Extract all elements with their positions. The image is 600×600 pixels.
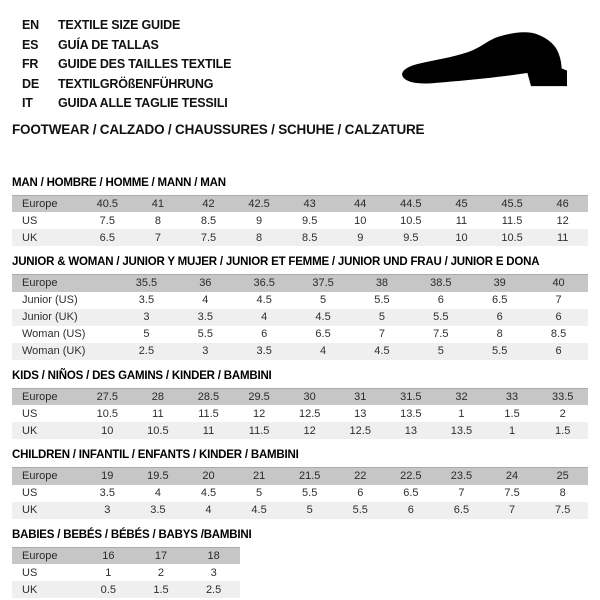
- size-cell: 12: [556, 214, 569, 227]
- size-cell: 13.5: [400, 407, 422, 420]
- size-cell: 1.5: [555, 424, 571, 437]
- size-cell: 17: [154, 549, 168, 562]
- size-cell: 11.5: [248, 424, 270, 437]
- size-cell: 45: [455, 197, 468, 210]
- size-cell: 7.5: [200, 231, 217, 244]
- size-cell: 4: [261, 311, 268, 323]
- size-cell: 12: [252, 407, 266, 420]
- size-cell: 11: [202, 424, 215, 437]
- size-cell: 20: [202, 470, 215, 483]
- size-cell: 7.5: [555, 504, 571, 516]
- row-label: Europe: [22, 277, 58, 290]
- table-row: [12, 422, 588, 439]
- size-cell: 3.5: [256, 345, 272, 357]
- size-cell: 0.5: [100, 583, 116, 596]
- size-cell: 3: [104, 504, 111, 516]
- size-cell: 6: [496, 311, 503, 323]
- size-cell: 46: [556, 197, 569, 210]
- size-cell: 33: [505, 390, 519, 403]
- size-cell: 44: [354, 197, 367, 210]
- size-table-kids: [12, 388, 588, 440]
- size-cell: 6.5: [99, 231, 115, 244]
- size-cell: 21.5: [298, 470, 321, 483]
- size-cell: 35.5: [135, 277, 158, 290]
- size-cell: 33.5: [551, 390, 574, 403]
- language-label: GUIDE DES TAILLES TEXTILE: [58, 57, 232, 71]
- size-cell: 4: [205, 504, 212, 516]
- size-cell: 38.5: [430, 277, 452, 290]
- size-cell: 3: [210, 566, 217, 579]
- size-cell: 4: [154, 487, 161, 499]
- size-cell: 43: [303, 197, 316, 210]
- table-row: [12, 564, 240, 581]
- size-cell: 28.5: [197, 390, 220, 403]
- size-cell: 6: [437, 294, 444, 306]
- size-cell: 27.5: [96, 390, 118, 403]
- size-cell: 11: [455, 214, 468, 227]
- row-label: Junior (UK): [22, 311, 78, 323]
- size-cell: 10: [101, 424, 114, 437]
- table-row: [12, 343, 588, 360]
- size-cell: 10.5: [96, 407, 118, 420]
- size-cell: 13: [354, 407, 367, 420]
- size-cell: 2: [157, 566, 165, 579]
- size-table-section-babies: [12, 529, 588, 599]
- size-table-section-junior-woman: [12, 256, 588, 360]
- size-cell: 8: [496, 328, 503, 340]
- size-cell: 6.5: [492, 294, 508, 306]
- size-cell: 4: [320, 345, 327, 357]
- size-cell: 6: [407, 504, 414, 516]
- table-row: [12, 581, 240, 598]
- size-table-title: KIDS / NIÑOS / DES GAMINS / KINDER / BAMBINI: [12, 369, 272, 382]
- category-header: FOOTWEAR / CALZADO / CHAUSSURES / SCHUHE / CALZATURE: [12, 121, 425, 137]
- size-cell: 6: [555, 311, 562, 323]
- size-table-junior-woman: [12, 274, 588, 360]
- size-cell: 6.5: [403, 487, 419, 499]
- size-cell: 10: [455, 231, 468, 244]
- size-cell: 45.5: [501, 197, 523, 210]
- size-cell: 8: [559, 487, 566, 499]
- size-cell: 38: [375, 277, 389, 290]
- size-table-section-man: [12, 177, 588, 247]
- size-cell: 12.5: [349, 424, 371, 437]
- size-cell: 13.5: [450, 424, 473, 437]
- language-code: IT: [22, 96, 33, 110]
- size-cell: 8.5: [550, 328, 567, 340]
- size-cell: 28: [151, 390, 165, 403]
- size-cell: 3.5: [99, 487, 115, 499]
- table-row: [12, 468, 588, 485]
- table-row: [12, 212, 588, 229]
- size-cell: 19.5: [147, 470, 169, 483]
- size-cell: 36.5: [253, 277, 275, 290]
- size-cell: 5: [256, 487, 263, 499]
- size-cell: 39: [493, 277, 506, 290]
- row-label: Woman (US): [22, 328, 86, 340]
- language-label: TEXTILGRÖßENFÜHRUNG: [58, 76, 214, 91]
- size-cell: 10: [354, 214, 367, 227]
- size-table-babies: [12, 547, 240, 599]
- table-row: [12, 309, 588, 326]
- size-table-title: JUNIOR & WOMAN / JUNIOR Y MUJER / JUNIOR ET FEMME / JUNIOR UND FRAU / JUNIOR E DONA: [12, 256, 540, 268]
- size-cell: 10.5: [501, 231, 523, 244]
- size-cell: 8: [256, 231, 263, 244]
- size-cell: 29.5: [248, 390, 270, 403]
- table-row: [12, 547, 240, 564]
- size-table-man: [12, 195, 588, 247]
- size-cell: 1: [458, 407, 465, 420]
- size-cell: 25: [556, 470, 569, 483]
- size-cell: 7.5: [433, 328, 449, 340]
- size-cell: 6.5: [453, 504, 470, 516]
- size-cell: 8.5: [200, 214, 217, 227]
- row-label: UK: [22, 231, 38, 244]
- size-cell: 2.5: [206, 583, 222, 596]
- language-label: GUIDA ALLE TAGLIE TESSILI: [58, 96, 228, 110]
- size-cell: 3.5: [197, 311, 213, 323]
- size-table-title: BABIES / BEBÉS / BÉBÉS / BABYS /BAMBINI: [12, 528, 252, 541]
- size-cell: 5.5: [197, 328, 213, 340]
- size-cell: 4.5: [200, 487, 217, 499]
- size-cell: 5: [437, 345, 444, 357]
- size-table-sections: [12, 177, 588, 599]
- size-cell: 5: [320, 294, 327, 306]
- size-cell: 3: [202, 345, 209, 357]
- size-cell: 7: [154, 231, 161, 244]
- size-cell: 2.5: [138, 345, 155, 357]
- size-cell: 7.5: [504, 487, 520, 499]
- size-cell: 40.5: [96, 197, 118, 210]
- size-cell: 5.5: [492, 345, 508, 357]
- size-cell: 19: [101, 470, 114, 483]
- size-cell: 12.5: [298, 407, 321, 420]
- size-cell: 5.5: [302, 487, 318, 499]
- size-cell: 3.5: [150, 504, 166, 516]
- size-cell: 6: [555, 345, 562, 357]
- size-table-title: MAN / HOMBRE / HOMME / MANN / MAN: [12, 176, 226, 189]
- language-code: EN: [22, 18, 39, 32]
- size-cell: 4.5: [251, 504, 267, 516]
- table-row: [12, 405, 588, 422]
- size-cell: 1.5: [504, 407, 520, 420]
- size-cell: 6: [261, 328, 268, 340]
- size-cell: 9.5: [302, 214, 318, 227]
- row-label: UK: [22, 583, 38, 596]
- row-label: Europe: [22, 390, 58, 403]
- size-cell: 5: [143, 328, 150, 340]
- language-code: FR: [22, 57, 39, 71]
- size-cell: 42.5: [248, 197, 270, 210]
- row-label: US: [22, 214, 38, 227]
- size-cell: 22: [354, 470, 367, 483]
- size-cell: 30: [303, 390, 316, 403]
- size-cell: 6.5: [315, 328, 331, 340]
- size-cell: 4.5: [374, 345, 390, 357]
- size-cell: 5: [378, 311, 385, 323]
- table-row: [12, 292, 588, 309]
- language-label: GUÍA DE TALLAS: [58, 37, 159, 52]
- row-label: UK: [22, 504, 38, 516]
- size-cell: 5.5: [374, 294, 390, 306]
- table-row: [12, 229, 588, 246]
- size-cell: 11.5: [501, 214, 523, 227]
- size-cell: 5.5: [433, 311, 449, 323]
- language-code: ES: [22, 37, 39, 52]
- size-table-title: CHILDREN / INFANTIL / ENFANTS / KINDER / BAMBINI: [12, 449, 299, 461]
- size-cell: 7: [378, 328, 385, 340]
- size-cell: 9: [256, 214, 263, 227]
- size-cell: 3.5: [138, 294, 155, 306]
- size-cell: 10.5: [400, 214, 422, 227]
- size-cell: 7: [555, 294, 562, 306]
- row-label: Woman (UK): [22, 345, 86, 357]
- size-cell: 11: [556, 231, 569, 244]
- size-cell: 4: [202, 294, 209, 306]
- table-row: [12, 502, 588, 519]
- row-label: US: [22, 487, 38, 499]
- size-cell: 7.5: [99, 214, 115, 227]
- size-cell: 5: [306, 504, 313, 516]
- row-label: Europe: [22, 470, 58, 483]
- size-cell: 22.5: [400, 470, 422, 483]
- size-cell: 31.5: [400, 390, 422, 403]
- size-table-section-kids: [12, 370, 588, 440]
- table-row: [12, 388, 588, 405]
- size-cell: 18: [207, 549, 220, 562]
- size-cell: 1.5: [153, 583, 169, 596]
- size-cell: 9.5: [403, 231, 419, 244]
- size-cell: 37.5: [312, 277, 334, 290]
- size-cell: 7: [508, 504, 516, 516]
- size-cell: 42: [202, 197, 215, 210]
- size-cell: 11: [152, 407, 164, 420]
- row-label: UK: [22, 424, 38, 437]
- language-label: TEXTILE SIZE GUIDE: [58, 18, 181, 32]
- language-code: DE: [22, 76, 39, 91]
- table-row: [12, 275, 588, 292]
- row-label: Europe: [22, 549, 58, 562]
- row-label: US: [22, 566, 38, 579]
- size-cell: 8: [154, 214, 161, 227]
- size-cell: 1: [508, 424, 516, 437]
- size-cell: 24: [505, 470, 519, 483]
- size-cell: 41: [151, 197, 165, 210]
- size-table-section-children: [12, 449, 588, 519]
- size-cell: 2: [559, 407, 566, 420]
- table-row: [12, 195, 588, 212]
- size-cell: 9: [357, 231, 364, 244]
- size-cell: 21: [252, 470, 266, 483]
- size-cell: 36: [199, 277, 212, 290]
- size-cell: 6: [357, 487, 364, 499]
- size-cell: 1: [105, 566, 112, 579]
- size-cell: 8.5: [302, 231, 318, 244]
- size-cell: 10.5: [147, 424, 169, 437]
- size-cell: 5.5: [352, 504, 368, 516]
- size-cell: 31: [354, 390, 367, 403]
- size-cell: 40: [552, 277, 565, 290]
- size-cell: 12: [303, 424, 316, 437]
- size-cell: 4.5: [256, 294, 272, 306]
- size-cell: 13: [404, 424, 417, 437]
- size-cell: 11.5: [198, 407, 219, 420]
- table-row: [12, 485, 588, 502]
- size-cell: 7: [458, 487, 465, 499]
- size-cell: 16: [102, 549, 115, 562]
- size-cell: 44.5: [400, 197, 422, 210]
- size-cell: 32: [455, 390, 468, 403]
- size-cell: 3: [143, 311, 150, 323]
- size-table-children: [12, 467, 588, 519]
- row-label: US: [22, 407, 38, 420]
- size-cell: 4.5: [315, 311, 331, 323]
- dress-shoe-icon: [396, 30, 576, 98]
- row-label: Junior (US): [22, 294, 78, 306]
- size-cell: 23.5: [450, 470, 473, 483]
- table-row: [12, 326, 588, 343]
- row-label: Europe: [22, 197, 58, 210]
